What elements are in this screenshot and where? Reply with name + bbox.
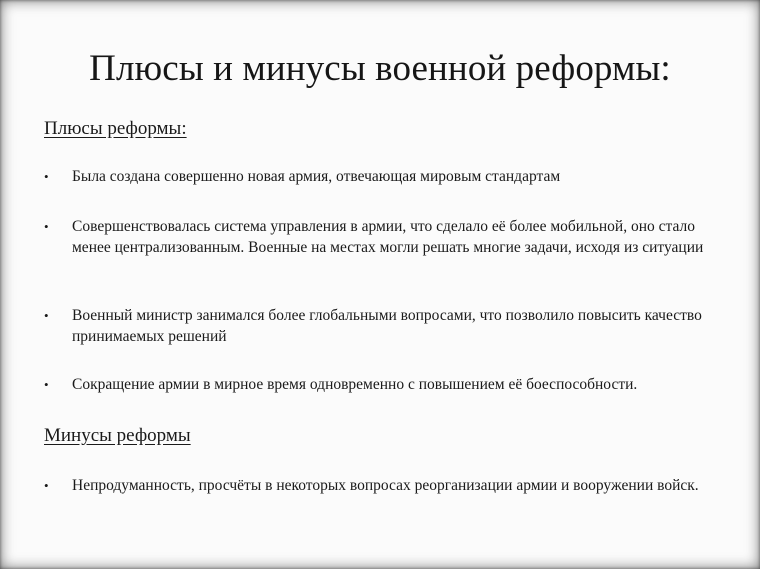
cons-heading: Минусы реформы: [44, 425, 191, 446]
list-item: [44, 305, 724, 347]
pros-item-text: Совершенствовалась система управления в армии, что сделало её более мобильной, оно стало менее централизованным. Военные на местах могли решать многие задачи, исходя из ситуации: [72, 218, 704, 256]
cons-item-text: Непродуманность, просчёты в некоторых вопросах реорганизации армии и вооружении войск.: [72, 477, 699, 494]
bullet-icon: •: [44, 219, 49, 234]
slide-title: Плюсы и минусы военной реформы:: [89, 48, 671, 89]
list-item: [44, 475, 724, 496]
pros-item-text: Военный министр занимался более глобальными вопросами, что позволило повысить качество принимаемых решений: [72, 307, 702, 345]
pros-item-text: Была создана совершенно новая армия, отвечающая мировым стандартам: [72, 168, 561, 185]
bullet-icon: •: [44, 377, 49, 392]
pros-heading: Плюсы реформы:: [44, 118, 187, 139]
list-item: [44, 166, 724, 187]
pros-item-text: Сокращение армии в мирное время одновременно с повышением её боеспособности.: [72, 376, 638, 393]
bullet-icon: •: [44, 308, 49, 323]
bullet-icon: •: [44, 169, 49, 184]
list-item: [44, 374, 724, 395]
list-item: [44, 216, 724, 258]
bullet-icon: •: [44, 478, 49, 493]
